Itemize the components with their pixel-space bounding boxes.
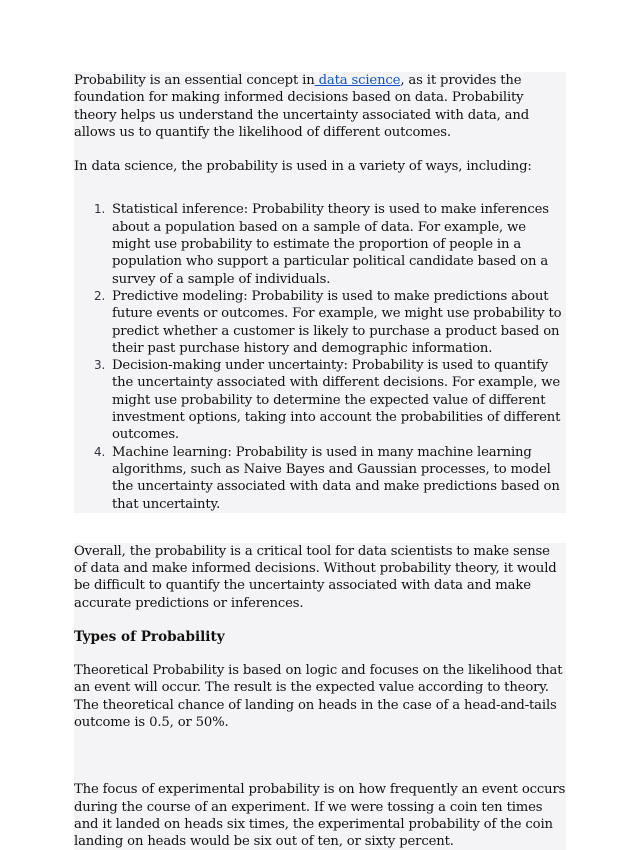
list-item — [74, 444, 566, 513]
list-item-number: 1. — [94, 202, 106, 217]
experimental-paragraph: The focus of experimental probability is on how frequently an event occurs during the course of an experiment. If we were tossing a coin ten times and it landed on heads six times, the experimental probability of the coin landing on heads would be six out of ten, or sixty percent. — [74, 782, 566, 850]
data-science-link[interactable]: data science — [314, 73, 401, 88]
uses-list-section — [74, 201, 566, 512]
uses-list — [74, 201, 566, 512]
list-item-number: 4. — [94, 444, 106, 459]
list-item — [74, 201, 566, 287]
conclusion-section — [74, 543, 566, 850]
list-item-text: Predictive modeling: Probability is used to make predictions about future events or outcomes. For example, we might use probability to predict whether a customer is likely to purchase a product based on their past purchase history and demographic information. — [112, 288, 562, 356]
list-item-number: 2. — [94, 288, 106, 303]
types-heading: Types of Probability — [74, 629, 225, 646]
intro-paragraph — [74, 72, 566, 143]
document-page — [74, 72, 566, 850]
intro-text-start: Probability is an essential concept in — [74, 73, 315, 88]
theoretical-paragraph: Theoretical Probability is based on logic and focuses on the likelihood that an event will occur. The result is the expected value according to theory. The theoretical chance of landing on heads in the case of a head-and-tails outcome is 0.5, or 50%. — [74, 663, 563, 730]
spacer — [74, 731, 566, 781]
list-item — [74, 288, 566, 357]
spacer — [74, 612, 566, 628]
ways-intro-paragraph: In data science, the probability is used in a variety of ways, including: — [74, 159, 532, 175]
list-item-text: Machine learning: Probability is used in many machine learning algorithms, such as Naive Bayes and Gaussian processes, to model the uncertainty associated with data and make predictions based on that uncertainty. — [112, 444, 560, 512]
intro-text-end: , as it provides the foundation for making informed decisions based on data. Probability theory helps us understand the uncertainty associated with data, and allows us to quantify the likelihood of different outcomes. — [74, 73, 530, 140]
list-item — [74, 357, 566, 443]
spacer — [74, 143, 566, 158]
spacer — [74, 646, 566, 662]
overall-paragraph: Overall, the probability is a critical tool for data scientists to make sense of data and make informed decisions. Without probability theory, it would be difficult to quantify the uncertainty associated with data and make accurate predictions or inferences. — [74, 543, 557, 611]
spacer — [74, 175, 566, 201]
spacer — [74, 513, 566, 543]
intro-section — [74, 72, 566, 201]
list-item-text: Statistical inference: Probability theory is used to make inferences about a population based on a sample of data. For example, we might use probability to estimate the proportion of people in a population who support a particular political candidate based on a survey of a sample of individuals. — [112, 202, 549, 287]
list-item-number: 3. — [94, 358, 106, 373]
list-item-text: Decision-making under uncertainty: Probability is used to quantify the uncertainty associated with different decisions. For example, we might use probability to determine the expected value of different investment options, taking into account the probabilities of different outcomes. — [112, 358, 561, 443]
